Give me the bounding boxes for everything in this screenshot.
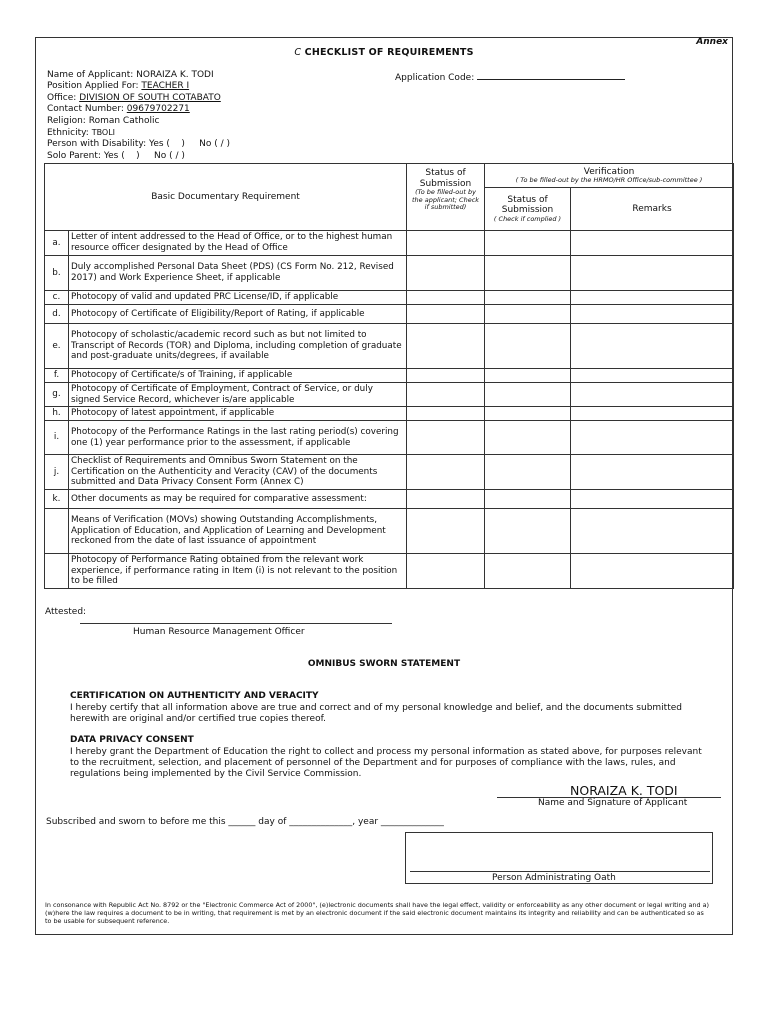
row-remarks-cell[interactable] <box>571 305 734 324</box>
table-row <box>45 509 734 554</box>
religion-value[interactable]: Roman Catholic <box>88 115 160 126</box>
requirements-table <box>44 163 734 589</box>
row-letter: d. <box>45 305 69 324</box>
row-status-cell[interactable] <box>407 291 485 305</box>
row-status-cell[interactable] <box>407 383 485 407</box>
applicant-name[interactable]: NORAIZA K. TODI <box>136 70 214 80</box>
row-verification-cell[interactable] <box>485 256 571 291</box>
row-requirement-text: Checklist of Requirements and Omnibus Sworn Statement on the Certification on the Authenticity and Veracity (CAV) of the documents submitted and Data Privacy Consent Form (Annex C) <box>69 455 407 490</box>
table-row <box>45 369 734 383</box>
app-code-field[interactable] <box>477 70 625 80</box>
col-ver-status-note: ( Check if complied ) <box>493 214 562 223</box>
oath-caption: Person Administrating Oath <box>492 873 616 883</box>
col-ver-status-header <box>485 188 571 231</box>
row-status-cell[interactable] <box>407 421 485 455</box>
table-row <box>45 421 734 455</box>
hrmo-caption: Human Resource Management Officer <box>133 627 305 637</box>
row-letter: b. <box>45 256 69 291</box>
row-remarks-cell[interactable] <box>571 383 734 407</box>
row-remarks-cell[interactable] <box>571 369 734 383</box>
row-verification-cell[interactable] <box>485 383 571 407</box>
row-status-cell[interactable] <box>407 490 485 509</box>
position-value[interactable]: TEACHER I <box>141 81 190 92</box>
cert-heading: CERTIFICATION ON AUTHENTICITY AND VERACITY <box>70 691 319 701</box>
row-status-cell[interactable] <box>407 407 485 421</box>
col-remarks-header: Remarks <box>571 188 734 231</box>
table-row <box>45 455 734 490</box>
solo-parent-label: Solo Parent: <box>47 150 101 161</box>
row-letter: g. <box>45 383 69 407</box>
row-verification-cell[interactable] <box>485 291 571 305</box>
row-requirement-text: Photocopy of latest appointment, if applicable <box>69 407 407 421</box>
row-verification-cell[interactable] <box>485 231 571 256</box>
row-status-cell[interactable] <box>407 455 485 490</box>
contact-label: Contact Number: <box>47 104 124 115</box>
row-letter: i. <box>45 421 69 455</box>
attested-label: Attested: <box>45 607 87 617</box>
col-requirement-header: Basic Documentary Requirement <box>45 164 407 231</box>
title-prefix: C <box>294 47 302 58</box>
row-letter: h. <box>45 407 69 421</box>
applicant-info <box>47 70 230 162</box>
religion-label: Religion: <box>47 115 86 126</box>
cert-text: I hereby certify that all information above are true and correct and of my personal knowledge and belief, and the documents submitted herewith are original and/or certified true copies thereof. <box>70 703 682 724</box>
table-row <box>45 407 734 421</box>
col-verification-note: ( To be filled-out by the HRMO/HR Office/sub-committee ) <box>515 176 703 184</box>
row-remarks-cell[interactable] <box>571 291 734 305</box>
pwd-label: Person with Disability: <box>47 139 147 150</box>
row-verification-cell[interactable] <box>485 490 571 509</box>
office-value[interactable]: DIVISION OF SOUTH COTABATO <box>79 92 221 103</box>
ethnicity-value[interactable]: TBOLI <box>91 128 116 138</box>
row-letter: c. <box>45 291 69 305</box>
row-verification-cell[interactable] <box>485 369 571 383</box>
row-letter: k. <box>45 490 69 509</box>
row-verification-cell[interactable] <box>485 421 571 455</box>
table-row <box>45 256 734 291</box>
solo-parent-value[interactable]: Yes ( ) No ( / ) <box>103 150 185 161</box>
sworn-statement[interactable]: Subscribed and sworn to before me this ______ day of ______________, year ______________ <box>46 817 444 827</box>
row-requirement-text: Photocopy of scholastic/academic record such as but not limited to Transcript of Records (TOR) and Diploma, including completion of graduate and post-graduate units/degrees, if available <box>69 324 407 369</box>
row-requirement-text: Photocopy of Certificate/s of Training, if applicable <box>69 369 407 383</box>
pwd-value[interactable]: Yes ( ) No ( / ) <box>149 139 231 150</box>
row-requirement-text: Photocopy of the Performance Ratings in the last rating period(s) covering one (1) year performance prior to the assessment, if applicable <box>69 421 407 455</box>
signature-caption: Name and Signature of Applicant <box>538 798 688 808</box>
name-label: Name of Applicant: <box>47 70 134 80</box>
legal-footer: In consonance with Republic Act No. 8792 or the "Electronic Commerce Act of 2000", (e)lectronic documents shall have the legal effect, validity or enforceability as any other document or legal writing and a) (w)here the law requires a document to be in writing, that requirement is met by an electronic document if the said electronic document maintains its integrity and reliability and can be authenticated so as to be usable for subsequent reference. <box>45 901 709 926</box>
page-title <box>0 47 768 58</box>
table-row <box>45 554 734 589</box>
table-row <box>45 305 734 324</box>
row-remarks-cell[interactable] <box>571 324 734 369</box>
applicant-signature-name: NORAIZA K. TODI <box>570 783 678 798</box>
row-verification-cell[interactable] <box>485 509 571 554</box>
row-requirement-text: Letter of intent addressed to the Head of Office, or to the highest human resource officer designated by the Head of Office <box>69 231 407 256</box>
row-letter <box>45 509 69 554</box>
annex-label: Annex <box>696 37 728 47</box>
row-remarks-cell[interactable] <box>571 490 734 509</box>
row-letter: j. <box>45 455 69 490</box>
row-remarks-cell[interactable] <box>571 554 734 589</box>
row-verification-cell[interactable] <box>485 407 571 421</box>
row-letter: e. <box>45 324 69 369</box>
oath-signature-line <box>410 871 710 872</box>
row-requirement-text: Duly accomplished Personal Data Sheet (PDS) (CS Form No. 212, Revised 2017) and Work Experience Sheet, if applicable <box>69 256 407 291</box>
row-verification-cell[interactable] <box>485 455 571 490</box>
row-remarks-cell[interactable] <box>571 421 734 455</box>
office-label: Office: <box>47 92 77 103</box>
ethnicity-label: Ethnicity: <box>47 128 89 139</box>
row-requirement-text: Photocopy of Certificate of Eligibility/Report of Rating, if applicable <box>69 305 407 324</box>
row-remarks-cell[interactable] <box>571 455 734 490</box>
app-code-label: Application Code: <box>395 73 475 83</box>
col-status-label: Status of Submission <box>419 168 472 189</box>
col-ver-status-label: Status of Submission <box>501 194 554 216</box>
row-remarks-cell[interactable] <box>571 407 734 421</box>
row-status-cell[interactable] <box>407 231 485 256</box>
row-verification-cell[interactable] <box>485 305 571 324</box>
row-remarks-cell[interactable] <box>571 231 734 256</box>
privacy-heading: DATA PRIVACY CONSENT <box>70 735 194 745</box>
row-requirement-text: Photocopy of valid and updated PRC License/ID, if applicable <box>69 291 407 305</box>
privacy-text: I hereby grant the Department of Education the right to collect and process my personal information as stated above, for purposes relevant to the recruitment, selection, and placement of personnel of the Department and for purposes of compliance with the laws, rules, and regulations being implemented by the Civil Service Commission. <box>70 747 702 779</box>
table-row <box>45 383 734 407</box>
row-status-cell[interactable] <box>407 324 485 369</box>
row-remarks-cell[interactable] <box>571 256 734 291</box>
row-requirement-text: Photocopy of Performance Rating obtained from the relevant work experience, if performance rating in Item (i) is not relevant to the position to be filled <box>69 554 407 589</box>
row-verification-cell[interactable] <box>485 324 571 369</box>
col-verification-header <box>485 164 734 188</box>
row-status-cell[interactable] <box>407 305 485 324</box>
contact-value[interactable]: 09679702271 <box>126 104 190 115</box>
col-verification-label: Verification <box>583 166 635 177</box>
col-status-note: (To be filled-out by the applicant; Check if submitted) <box>411 188 480 211</box>
row-remarks-cell[interactable] <box>571 509 734 554</box>
row-requirement-text: Means of Verification (MOVs) showing Outstanding Accomplishments, Application of Education, and Application of Learning and Development reckoned from the date of last issuance of appointment <box>69 509 407 554</box>
row-status-cell[interactable] <box>407 369 485 383</box>
row-status-cell[interactable] <box>407 509 485 554</box>
row-letter: a. <box>45 231 69 256</box>
application-code <box>395 70 625 83</box>
col-status-header <box>407 164 485 231</box>
position-label: Position Applied For: <box>47 81 139 92</box>
title-text: CHECKLIST OF REQUIREMENTS <box>304 47 474 58</box>
row-letter <box>45 554 69 589</box>
row-requirement-text: Other documents as may be required for comparative assessment: <box>69 490 407 509</box>
table-row <box>45 291 734 305</box>
table-row <box>45 231 734 256</box>
row-letter: f. <box>45 369 69 383</box>
row-status-cell[interactable] <box>407 554 485 589</box>
table-row <box>45 324 734 369</box>
table-row <box>45 490 734 509</box>
hrmo-signature-line[interactable] <box>80 623 392 624</box>
omnibus-title: OMNIBUS SWORN STATEMENT <box>307 659 461 669</box>
row-verification-cell[interactable] <box>485 554 571 589</box>
row-status-cell[interactable] <box>407 256 485 291</box>
row-requirement-text: Photocopy of Certificate of Employment, Contract of Service, or duly signed Service Record, whichever is/are applicable <box>69 383 407 407</box>
